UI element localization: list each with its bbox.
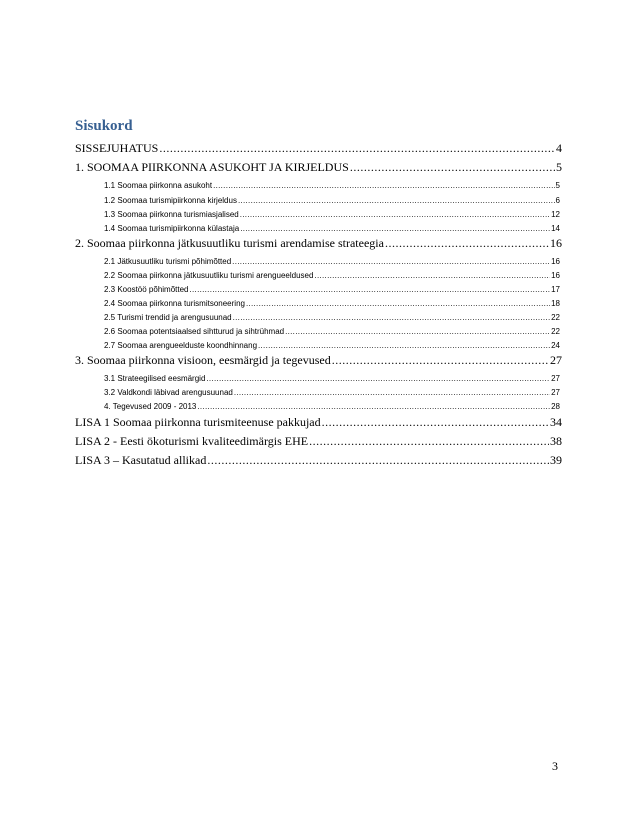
toc-entry-page: 16 [551, 257, 560, 266]
toc-title: Sisukord [75, 118, 133, 134]
toc-entry-label: 2.3 Koostöö põhimõtted [104, 285, 189, 294]
toc-entry-3-2[interactable] [104, 388, 560, 399]
toc-entry-4[interactable] [104, 402, 560, 413]
toc-entry-lisa-2[interactable] [75, 434, 562, 450]
toc-entry-label: 2.7 Soomaa arengueelduste koondhinnang [104, 341, 258, 350]
toc-entry-label: 2.5 Turismi trendid ja arengusuunad [104, 313, 232, 322]
toc-entry-label: LISA 3 – Kasutatud allikad [75, 453, 207, 467]
toc-entry-label: 3. Soomaa piirkonna visioon, eesmärgid ja tegevused [75, 353, 331, 367]
toc-entry-2-2[interactable] [104, 271, 560, 282]
dot-leader [314, 271, 550, 280]
toc-entry-page: 14 [551, 224, 560, 233]
toc-entry-label: 3.2 Valdkondi läbivad arengusuunad [104, 388, 233, 397]
toc-entry-lisa-1[interactable] [75, 415, 562, 431]
toc-entry-label: 1.1 Soomaa piirkonna asukoht [104, 181, 213, 190]
toc-entry-2-5[interactable] [104, 313, 560, 324]
toc-entry-page: 12 [551, 210, 560, 219]
toc-entry-page: 22 [551, 313, 560, 322]
toc-entry-label: LISA 2 - Eesti ökoturismi kvaliteedimärgis EHE [75, 434, 309, 448]
toc-entry-page: 16 [551, 271, 560, 280]
dot-leader [309, 434, 549, 449]
toc-entry-1-2[interactable] [104, 196, 560, 207]
toc-entry-1-3[interactable] [104, 210, 560, 221]
toc-entry-label: LISA 1 Soomaa piirkonna turismiteenuse pakkujad [75, 415, 321, 429]
toc-entry-label: 1. SOOMAA PIIRKONNA ASUKOHT JA KIRJELDUS [75, 160, 349, 174]
toc-entry-1-1[interactable] [104, 181, 560, 192]
toc-entry-page: 27 [551, 388, 560, 397]
toc-entry-label: 1.3 Soomaa piirkonna turismiasjalised [104, 210, 239, 219]
toc-entry-2-6[interactable] [104, 327, 560, 338]
toc-entry-page: 5 [556, 160, 562, 174]
dot-leader [385, 236, 549, 251]
toc-entry-lisa-3[interactable] [75, 453, 562, 469]
toc-entry-1-4[interactable] [104, 224, 560, 235]
dot-leader [322, 415, 549, 430]
toc-entry-page: 17 [551, 285, 560, 294]
toc-entry-page: 34 [550, 415, 562, 429]
toc-entry-page: 16 [550, 236, 562, 250]
dot-leader [240, 210, 550, 219]
dot-leader [240, 224, 550, 233]
toc-entry-label: 2.1 Jätkusuutliku turismi põhimõtted [104, 257, 232, 266]
toc-entry-label: 2.2 Soomaa piirkonna jätkusuutliku turismi arengueeldused [104, 271, 314, 280]
dot-leader [233, 313, 550, 322]
dot-leader [246, 299, 550, 308]
dot-leader [213, 181, 554, 190]
toc-entry-label: 2.4 Soomaa piirkonna turismitsoneering [104, 299, 245, 308]
dot-leader [234, 388, 550, 397]
toc-entry-page: 27 [551, 374, 560, 383]
toc-entry-page: 27 [550, 353, 562, 367]
dot-leader [232, 257, 550, 266]
toc-entry-2-3[interactable] [104, 285, 560, 296]
toc-entry-chapter-3[interactable] [75, 353, 562, 369]
dot-leader [332, 353, 549, 368]
toc-entry-label: 2. Soomaa piirkonna jätkusuutliku turismi arendamise strateegia [75, 236, 384, 250]
toc-entry-label: 1.4 Soomaa turismipiirkonna külastaja [104, 224, 240, 233]
toc-entry-page: 5 [555, 181, 560, 190]
dot-leader [350, 160, 555, 175]
toc-entry-3-1[interactable] [104, 374, 560, 385]
toc-entry-page: 4 [556, 141, 562, 155]
toc-entry-page: 28 [551, 402, 560, 411]
toc-entry-sissejuhatus[interactable] [75, 141, 562, 157]
toc-entry-label: 3.1 Strateegilised eesmärgid [104, 374, 206, 383]
toc-entry-label: 2.6 Soomaa potentsiaalsed sihtturud ja sihtrühmad [104, 327, 285, 336]
dot-leader [285, 327, 550, 336]
toc-entry-page: 6 [555, 196, 560, 205]
page-number: 3 [552, 759, 558, 773]
toc-entry-2-7[interactable] [104, 341, 560, 352]
dot-leader [238, 196, 555, 205]
toc-entry-label: SISSEJUHATUS [75, 141, 159, 155]
toc-entry-chapter-1[interactable] [75, 160, 562, 176]
toc-entry-page: 24 [551, 341, 560, 350]
toc-entry-label: 1.2 Soomaa turismipiirkonna kirjeldus [104, 196, 237, 205]
toc-entry-page: 39 [550, 453, 562, 467]
toc-entry-page: 38 [550, 434, 562, 448]
dot-leader [207, 453, 549, 468]
toc-entry-label: 4. Tegevused 2009 - 2013 [104, 402, 197, 411]
dot-leader [197, 402, 550, 411]
toc-entry-page: 22 [551, 327, 560, 336]
toc-entry-2-4[interactable] [104, 299, 560, 310]
toc-entry-2-1[interactable] [104, 257, 560, 268]
toc-entry-page: 18 [551, 299, 560, 308]
dot-leader [258, 341, 550, 350]
dot-leader [190, 285, 551, 294]
toc-entry-chapter-2[interactable] [75, 236, 562, 252]
dot-leader [159, 141, 555, 156]
dot-leader [206, 374, 550, 383]
